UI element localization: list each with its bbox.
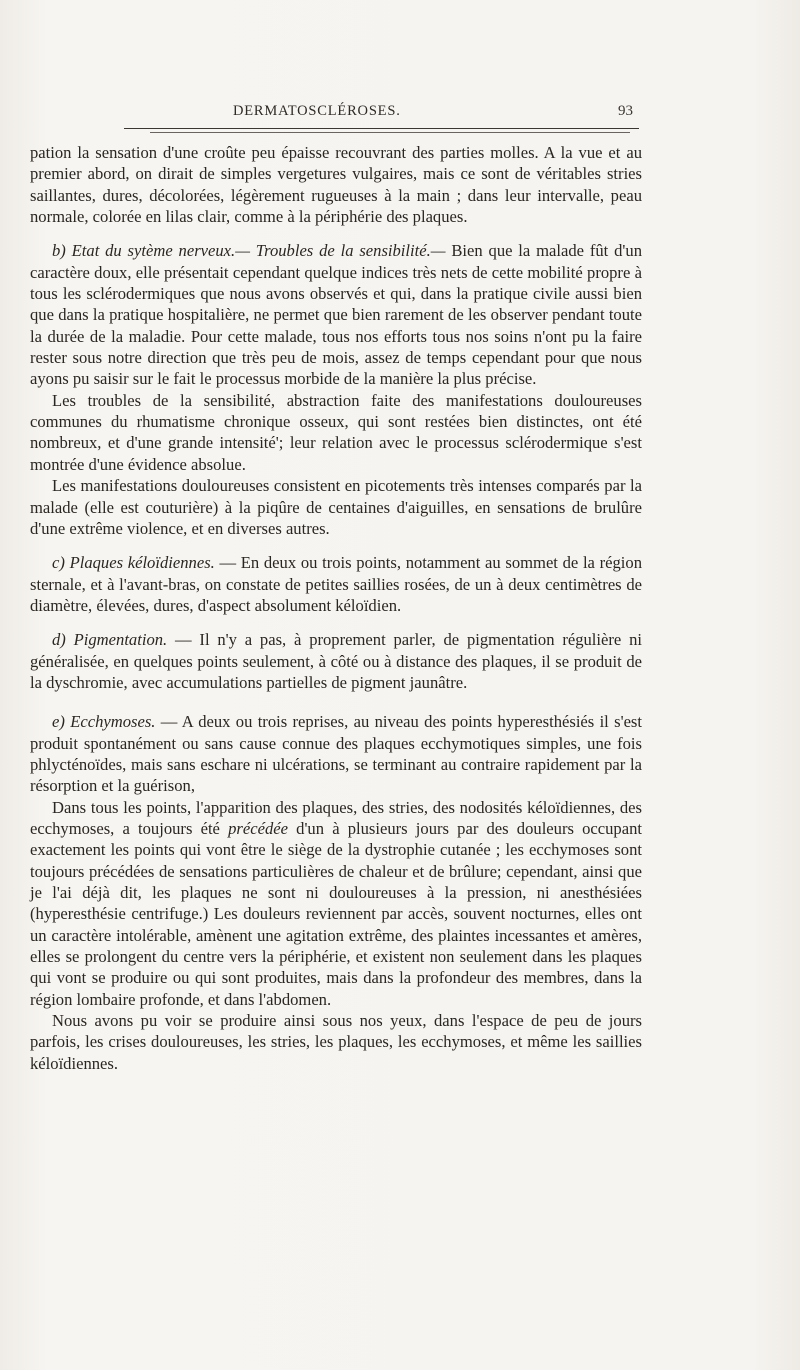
running-title: DERMATOSCLÉROSES. xyxy=(233,103,401,119)
header-rule xyxy=(124,128,639,129)
paragraph-text: — A deux ou trois reprises, au niveau des points hyperesthésiés il s'est produit spontanément ou sans cause connue des plaques ecchymotiques simples, une fois phlycténoïdes, mais sans eschare ni ulcérations, se terminant au contraire rapidement par la résorption et la guérison, xyxy=(30,712,643,796)
paragraph-text: Bien que la malade fût d'un caractère doux, elle présentait cependant quelque indices très nets de cette mobilité propre à tous les sclérodermiques que nous avons observés et qui, dans la pratique civile aussi bien que dans la pratique hospitalière, ne permet que bien rarement de les observer pendant toute la durée de la maladie. Pour cette malade, tous nos efforts tous nos soins n'ont pu la faire rester sous notre direction que très peu de mois, assez de temps cependant pour que nous ayons pu saisir sur le fait le processus morbide de la manière la plus précise. xyxy=(30,241,642,389)
paragraph-all-points xyxy=(30,797,642,1010)
body-text xyxy=(30,142,642,1074)
paragraph-keloid xyxy=(30,552,642,616)
paragraph-pigmentation xyxy=(30,629,642,693)
paragraph-sensibility: Les troubles de la sensibilité, abstraction faite des manifestations douloureuses communes du rhumatisme chronique osseux, qui sont restées bien distinctes, ont été nombreux, et d'une grande intensité'; leur relation avec le processus sclérodermique s'est montrée d'une évidence absolue. xyxy=(30,390,642,474)
paragraph-ecchymoses xyxy=(30,711,642,796)
paragraph-text: — Il n'y a pas, à proprement parler, de pigmentation régulière ni généralisée, en quelques points seulement, à côté ou à distance des plaques, il se produit de la dyschromie, avec accumulations partielles de pigment jaunâtre. xyxy=(30,630,642,692)
paragraph-text: d'un à plusieurs jours par des douleurs occupant exactement les points qui vont être le siège de la dystrophie cutanée ; les ecchymoses sont toujours précédées de sensations particulières de chaleur et de brûlure; cependant, ainsi que je l'ai déjà dit, les plaques ne sont ni douloureuses à la pression, ni anesthésiées (hyperesthésie centrifuge.) Les douleurs reviennent par accès, souvent nocturnes, elles ont un caractère intolérable, amènent une agitation extrême, des plaintes incessantes et amères, elles se prolongent du centre vers la périphérie, et existent non seulement dans les plaques qui vont se produire ou qui sont produites, mais dans la profondeur des membres, dans la région lombaire profonde, et dans l'abdomen. xyxy=(30,818,643,1009)
section-heading-b: b) Etat du sytème nerveux.— Troubles de la sensibilité.— xyxy=(52,241,446,261)
section-heading-d: d) Pigmentation. xyxy=(52,630,168,650)
emphasis-precedee: précédée xyxy=(228,818,288,838)
section-heading-e: e) Ecchymoses. xyxy=(52,712,156,732)
header-rule-thin xyxy=(150,132,630,133)
running-header xyxy=(0,103,800,125)
paragraph-nervous-system xyxy=(30,240,642,389)
section-heading-c: c) Plaques kéloïdiennes. xyxy=(52,553,215,573)
paragraph-continuation: pation la sensation d'une croûte peu épaisse recouvrant des parties molles. A la vue et au premier abord, on dirait de simples vergetures vulgaires, mais ce sont de véritables stries saillantes, dures, décolorées, légèrement rugueuses à la main ; dans leur intervalle, peau normale, colorée en lilas clair, comme à la périphérie des plaques. xyxy=(30,143,642,227)
page-number: 93 xyxy=(618,103,633,119)
paragraph-manifestations: Les manifestations douloureuses consistent en picotements très intenses comparés par la malade (elle est couturière) à la piqûre de centaines d'aiguilles, en sensations de brulûre d'une extrême violence, et en diverses autres. xyxy=(30,476,642,538)
paragraph-text: Dans tous les points, l'apparition des plaques, des stries, des nodosités kéloïdiennes, des ecchymoses, a toujours été xyxy=(30,797,642,838)
paragraph-observation: Nous avons pu voir se produire ainsi sous nos yeux, dans l'espace de peu de jours parfois, les crises douloureuses, les stries, les plaques, les ecchymoses, et même les saillies kéloïdiennes. xyxy=(30,1011,642,1073)
paragraph-text: — En deux ou trois points, notamment au sommet de la région sternale, et à l'avant-bras, on constate de petites saillies rosées, de un à deux centimètres de diamètre, élevées, dures, d'aspect absolument kéloïdien. xyxy=(30,553,642,615)
